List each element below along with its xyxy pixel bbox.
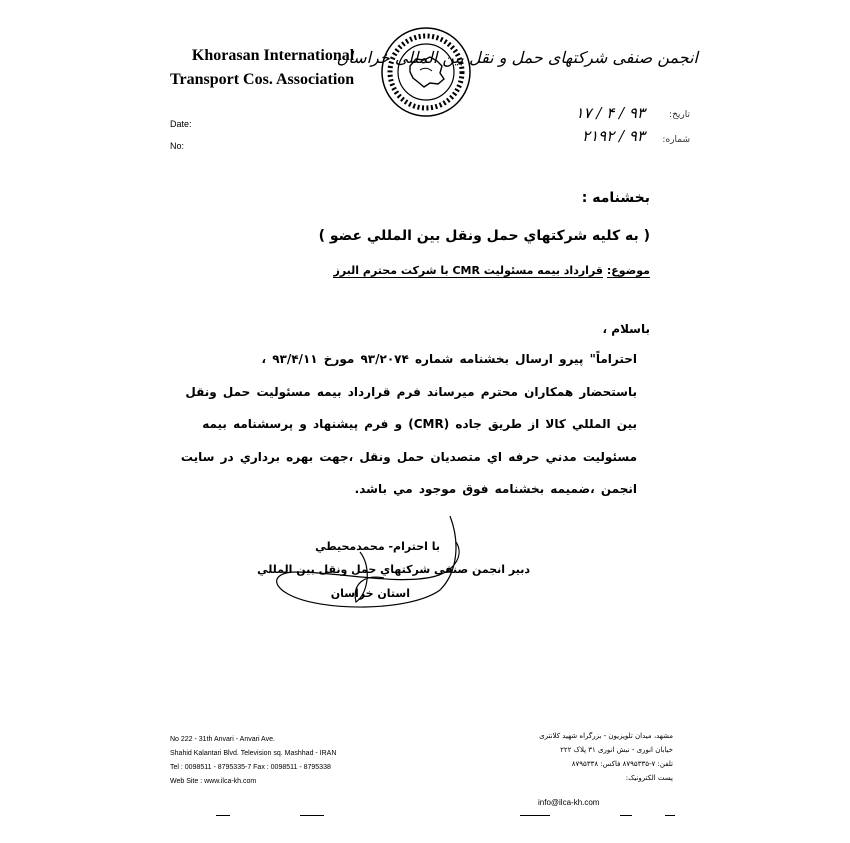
subject-text: قرارداد بيمه مسئوليت CMR با شرکت محترم البرز xyxy=(333,264,603,277)
bottom-dash xyxy=(300,815,324,816)
footer-fa-line-4: پست الکترونیک: xyxy=(625,774,673,782)
closing-line: با احترام- محمدمحيطي xyxy=(315,540,440,553)
footer-fa-line-1: مشهد، میدان تلویزیون - بزرگراه شهید کلانتری xyxy=(539,732,673,740)
org-name-en xyxy=(170,44,354,92)
signer-title-line1: دبير انجمن صنفي شرکتهاي حمل ونقل بين المللي xyxy=(257,563,530,576)
body-line-3: بين المللي کالا از طريق جاده (CMR) و فرم پيشنهاد و پرسشنامه بيمه xyxy=(202,417,637,431)
footer-en-line-2: Shahid Kalantari Blvd. Television sq. Mashhad - IRAN xyxy=(170,750,337,757)
subject-line xyxy=(333,264,650,277)
body-line-5: انجمن ،ضميمه بخشنامه فوق موجود مي باشد. xyxy=(354,482,637,496)
bottom-dash xyxy=(620,815,632,816)
date-value: ۹۳ / ۴ / ۱۷ xyxy=(575,104,645,122)
date-label-fa: تاریخ: xyxy=(669,110,690,120)
footer-address-en xyxy=(170,733,336,789)
body-line-4: مسئوليت مدني حرفه اي متصديان حمل ونقل ،جهت بهره برداري در سايت xyxy=(180,450,637,464)
footer-en-line-1: No 222 - 31th Anvari - Anvari Ave. xyxy=(170,736,275,743)
no-value: ۹۳ / ۲۱۹۲ xyxy=(582,127,645,145)
handwritten-signature xyxy=(260,512,480,622)
no-label-fa: شماره: xyxy=(662,135,690,145)
footer-en-line-3: Tel : 0098511 - 8795335-7 Fax : 0098511 - 8795338 xyxy=(170,764,331,771)
subject-label: موضوع: xyxy=(606,264,650,277)
signer-title-line2: استان خراسان xyxy=(330,587,410,600)
footer-email: info@ilca-kh.com xyxy=(538,798,600,807)
footer-fa-line-2: خیابان انوری - نبش انوری ۳۱ پلاک ۲۲۲ xyxy=(560,746,673,754)
org-name-fa: انجمن صنفی شرکتهای حمل و نقل بین المللی خراسان xyxy=(336,48,698,67)
footer-address-fa xyxy=(538,729,673,785)
body-line-1: احتراماً" پيرو ارسال بخشنامه شماره ۹۳/۲۰۷۴ مورخ ۹۳/۴/۱۱ ، xyxy=(261,352,637,366)
body-line-2: باستحضار همکاران محترم ميرساند فرم قرارداد بيمه مسئوليت حمل ونقل xyxy=(185,385,637,399)
recipients-line: ( به کليه شرکتهاي حمل ونقل بين المللي عضو ) xyxy=(318,228,650,244)
bottom-dash xyxy=(520,815,550,816)
footer-fa-line-3: تلفن: ۷-۸۷۹۵۳۳۵ فاکس: ۸۷۹۵۳۳۸ xyxy=(571,760,673,768)
greeting: باسلام ، xyxy=(602,322,650,336)
bottom-dash xyxy=(216,815,230,816)
org-name-en-line2: Transport Cos. Association xyxy=(170,71,355,88)
footer-en-line-4: Web Site : www.ilca-kh.com xyxy=(170,778,257,785)
org-name-en-line1: Khorasan International xyxy=(191,47,355,64)
no-label-en: No: xyxy=(170,141,185,151)
bottom-dash xyxy=(665,815,675,816)
circular-title: بخشنامه : xyxy=(581,190,650,206)
date-label-en: Date: xyxy=(170,119,192,129)
association-emblem-icon xyxy=(380,26,472,118)
